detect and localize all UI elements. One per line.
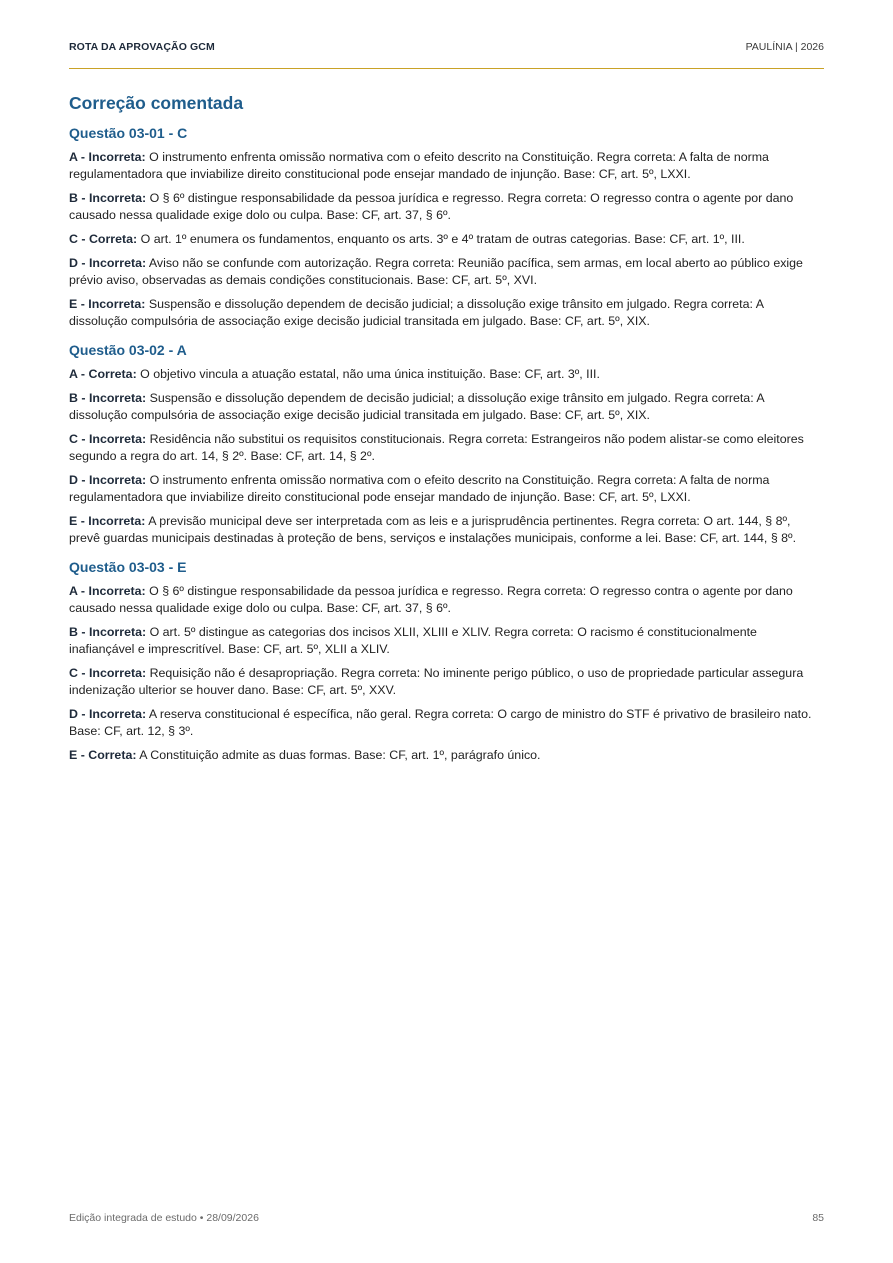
option-text: O § 6º distingue responsabilidade da pessoa jurídica e regresso. Regra correta: O regresso contra o agente por dano causado nessa qualidade exige dolo ou culpa. Base: CF, art. 37, § 6º.	[69, 584, 793, 615]
option-label: D - Incorreta:	[69, 707, 147, 721]
option-text: O art. 1º enumera os fundamentos, enquanto os arts. 3º e 4º tratam de outras categorias. Base: CF, art. 1º, III.	[140, 232, 745, 246]
page-content	[69, 93, 824, 771]
option-c	[69, 431, 824, 465]
option-text: O § 6º distingue responsabilidade da pessoa jurídica e regresso. Regra correta: O regresso contra o agente por dano causado nessa qualidade exige dolo ou culpa. Base: CF, art. 37, § 6º.	[69, 191, 794, 222]
option-label: E - Incorreta:	[69, 514, 146, 528]
option-label: E - Correta:	[69, 748, 137, 762]
option-b	[69, 624, 824, 658]
option-a	[69, 583, 824, 617]
option-label: A - Incorreta:	[69, 584, 146, 598]
option-text: O objetivo vincula a atuação estatal, não uma única instituição. Base: CF, art. 3º, III.	[140, 367, 600, 381]
option-text: Suspensão e dissolução dependem de decisão judicial; a dissolução exige trânsito em julgado. Regra correta: A dissolução compulsória de associação exige decisão judicial transitada em julgado. Base: CF, art. 5º, XIX.	[69, 297, 764, 328]
question-title: Questão 03-01 - C	[69, 125, 188, 141]
option-text: Requisição não é desapropriação. Regra correta: No iminente perigo público, o uso de propriedade particular assegura indenização ulterior se houver dano. Base: CF, art. 5º, XXV.	[69, 666, 804, 697]
option-label: B - Incorreta:	[69, 625, 147, 639]
option-text: O instrumento enfrenta omissão normativa com o efeito descrito na Constituição. Regra correta: A falta de norma regulamentadora que inviabilize direito constitucional pode ensejar mandado de injunção. Base: CF, art. 5º, LXXI.	[69, 150, 769, 181]
option-text: Residência não substitui os requisitos constitucionais. Regra correta: Estrangeiros não podem alistar-se como eleitores segundo a regra do art. 14, § 2º. Base: CF, art. 14, § 2º.	[69, 432, 804, 463]
option-d	[69, 472, 824, 506]
option-text: Suspensão e dissolução dependem de decisão judicial; a dissolução exige trânsito em julgado. Regra correta: A dissolução compulsória de associação exige decisão judicial transitada em julgado. Base: CF, art. 5º, XIX.	[69, 391, 764, 422]
option-e	[69, 747, 824, 764]
option-text: Aviso não se confunde com autorização. Regra correta: Reunião pacífica, sem armas, em local aberto ao público exige prévio aviso, observadas as demais condições constitucionais. Base: CF, art. 5º, XVI.	[69, 256, 803, 287]
option-label: B - Incorreta:	[69, 191, 147, 205]
header-location-year: PAULÍNIA | 2026	[745, 41, 824, 53]
option-label: D - Incorreta:	[69, 256, 147, 270]
question-title: Questão 03-03 - E	[69, 559, 187, 575]
page-title: Correção comentada	[69, 93, 244, 113]
option-text: O art. 5º distingue as categorias dos incisos XLII, XLIII e XLIV. Regra correta: O racismo é constitucionalmente inafiançável e imprescritível. Base: CF, art. 5º, XLII a XLIV.	[69, 625, 757, 656]
option-a	[69, 366, 824, 383]
option-label: C - Incorreta:	[69, 432, 147, 446]
option-text: A Constituição admite as duas formas. Base: CF, art. 1º, parágrafo único.	[139, 748, 541, 762]
option-label: D - Incorreta:	[69, 473, 147, 487]
option-text: A previsão municipal deve ser interpretada com as leis e a jurisprudência pertinentes. Regra correta: O art. 144, § 8º, prevê guardas municipais destinadas à proteção de bens, serviços e instalações municipais, conforme a lei. Base: CF, art. 144, § 8º.	[69, 514, 797, 545]
option-b	[69, 190, 824, 224]
page-footer	[69, 1212, 824, 1224]
option-label: B - Incorreta:	[69, 391, 147, 405]
option-label: E - Incorreta:	[69, 297, 146, 311]
option-e	[69, 296, 824, 330]
footer-edition-date: Edição integrada de estudo • 28/09/2026	[69, 1212, 259, 1224]
option-text: O instrumento enfrenta omissão normativa com o efeito descrito na Constituição. Regra correta: A falta de norma regulamentadora que inviabilize direito constitucional pode ensejar mandado de injunção. Base: CF, art. 5º, LXXI.	[69, 473, 770, 504]
page-number: 85	[812, 1212, 824, 1224]
header-title: ROTA DA APROVAÇÃO GCM	[69, 41, 215, 53]
option-label: A - Incorreta:	[69, 150, 146, 164]
option-d	[69, 706, 824, 740]
option-label: C - Correta:	[69, 232, 138, 246]
option-c	[69, 231, 824, 248]
option-label: C - Incorreta:	[69, 666, 147, 680]
option-label: A - Correta:	[69, 367, 137, 381]
question-title: Questão 03-02 - A	[69, 342, 187, 358]
option-text: A reserva constitucional é específica, não geral. Regra correta: O cargo de ministro do STF é privativo de brasileiro nato. Base: CF, art. 12, § 3º.	[69, 707, 812, 738]
option-a	[69, 149, 824, 183]
option-c	[69, 665, 824, 699]
option-d	[69, 255, 824, 289]
option-e	[69, 513, 824, 547]
option-b	[69, 390, 824, 424]
question-block	[69, 342, 824, 547]
page-header	[69, 38, 824, 69]
question-block	[69, 559, 824, 764]
question-block	[69, 125, 824, 330]
